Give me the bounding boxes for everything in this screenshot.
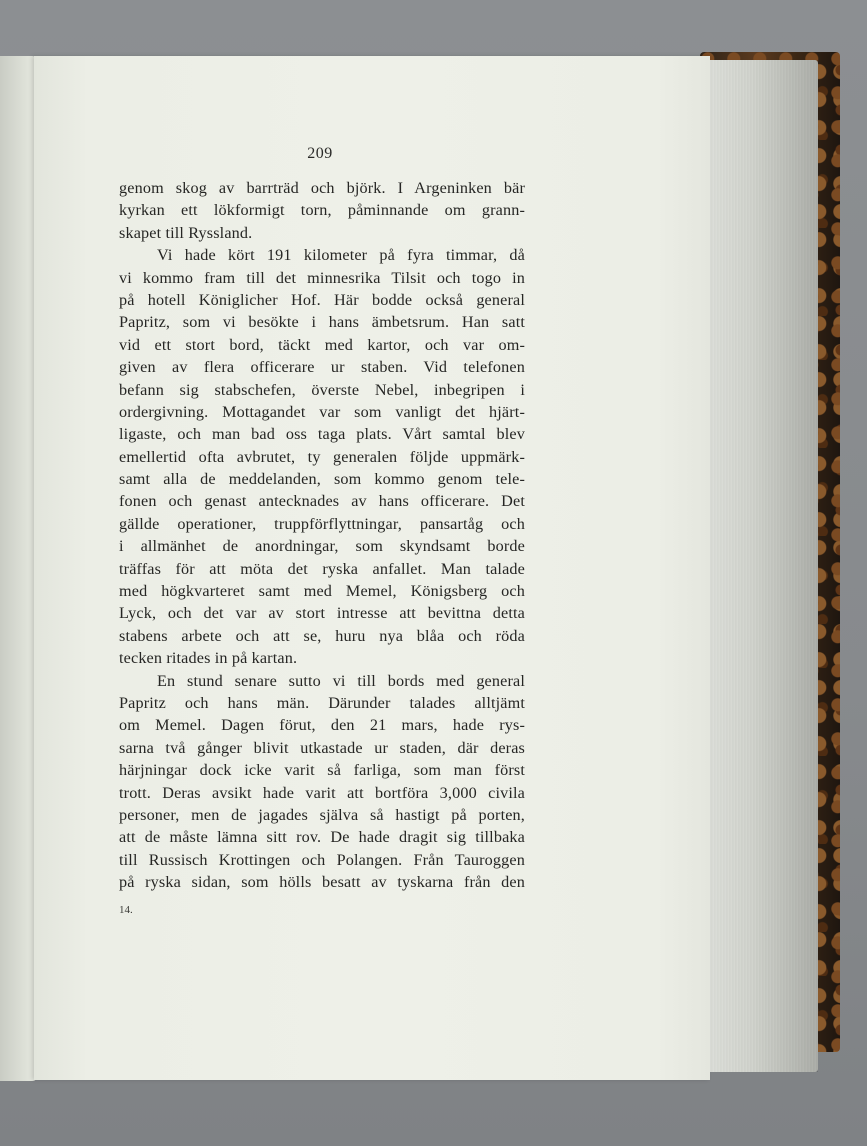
text-line: Vi hade kört 191 kilometer på fyra timmar, då <box>157 246 525 265</box>
text-line: om Memel. Dagen förut, den 21 mars, hade rys- <box>119 716 525 735</box>
text-line: gällde operationer, truppförflyttningar, pansartåg och <box>119 514 525 533</box>
text-line: befann sig stabschefen, överste Nebel, inbegripen i <box>119 380 525 399</box>
text-line: genom skog av barrträd och björk. I Argeninken bär <box>119 179 525 197</box>
text-line: tecken ritades in på kartan. <box>119 649 298 668</box>
text-line: ligaste, och man bad oss taga plats. Vårt samtal blev <box>119 425 525 444</box>
text-line: vid ett stort bord, täckt med kartor, och var om- <box>119 335 525 354</box>
text-line: sarna två gånger blivit utkastade ur staden, där deras <box>119 738 525 757</box>
text-line: skapet till Ryssland. <box>119 223 253 242</box>
text-line: fonen och genast antecknades av hans officerare. Det <box>119 492 525 511</box>
page-block-edges <box>706 60 818 1072</box>
text-line: med högkvarteret samt med Memel, Königsberg och <box>119 582 525 601</box>
text-line: att de måste lämna sitt rov. De hade dragit sig tillbaka <box>119 828 525 847</box>
text-line: stabens arbete och att se, huru nya blåa och röda <box>119 626 525 645</box>
facing-page-edge <box>0 56 38 1081</box>
text-line: kyrkan ett lökformigt torn, påminnande om grann- <box>119 201 525 220</box>
text-line: härjningar dock icke varit så farliga, som man först <box>119 761 525 780</box>
text-line: Lyck, och det var av stort intresse att bevittna detta <box>119 604 525 623</box>
text-line: till Russisch Krottingen och Polangen. Från Tauroggen <box>119 850 525 869</box>
text-line: Papritz, som vi besökte i hans ämbetsrum. Han satt <box>119 313 525 332</box>
text-line: samt alla de meddelanden, som kommo genom tele- <box>119 470 525 489</box>
text-line: på ryska sidan, som hölls besatt av tyskarna från den <box>119 873 525 892</box>
page-number: 209 <box>307 145 333 162</box>
signature-mark: 14. <box>119 904 133 916</box>
text-line: trott. Deras avsikt hade varit att bortföra 3,000 civila <box>119 783 525 802</box>
text-line: Papritz och hans män. Därunder talades alltjämt <box>119 693 525 712</box>
text-line: En stund senare sutto vi till bords med general <box>157 671 525 690</box>
text-line: i allmänhet de anordningar, som skyndsamt borde <box>119 537 525 556</box>
text-line: personer, men de jagades själva så hastigt på porten, <box>119 805 525 824</box>
text-line: given av flera officerare ur staben. Vid telefonen <box>119 358 525 377</box>
text-line: på hotell Königlicher Hof. Här bodde också general <box>119 290 525 309</box>
text-line: emellertid ofta avbrutet, ty generalen följde uppmärk- <box>119 447 525 466</box>
text-line: vi kommo fram till det minnesrika Tilsit och togo in <box>119 268 525 287</box>
text-line: ordergivning. Mottagandet var som vanligt det hjärt- <box>119 402 525 421</box>
text-line: träffas för att möta det ryska anfallet. Man talade <box>119 559 525 578</box>
body-text <box>119 177 525 894</box>
